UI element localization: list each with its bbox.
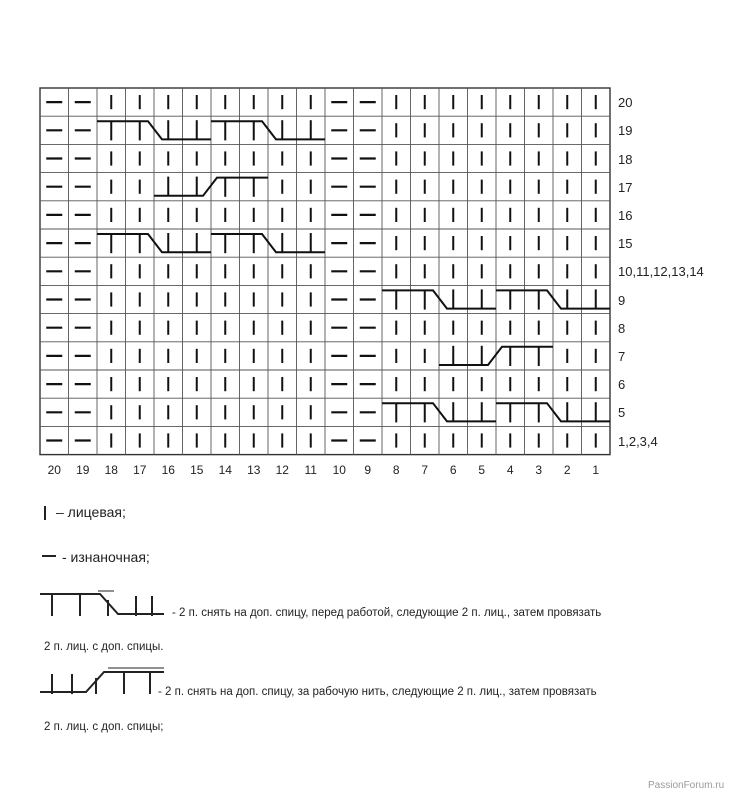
column-label: 9 — [364, 462, 372, 477]
column-label: 2 — [563, 462, 571, 477]
row-label: 15 — [618, 236, 633, 252]
row-label: 18 — [618, 151, 633, 167]
column-label: 6 — [449, 462, 457, 477]
purl-symbol — [42, 555, 56, 557]
legend-cable-front-line2: 2 п. лиц. с доп. спицы. — [44, 641, 164, 653]
legend-cable-front-line1: - 2 п. снять на доп. спицу, перед работой, следующие 2 п. лиц., затем провязать — [172, 607, 602, 619]
legend-knit-text: – лицевая; — [56, 504, 126, 520]
column-label: 20 — [47, 462, 61, 477]
row-label: 19 — [618, 123, 633, 139]
column-label: 1 — [592, 462, 600, 477]
legend-cable-back-line1: - 2 п. снять на доп. спицу, за рабочую нить, следующие 2 п. лиц., затем провязать — [158, 686, 597, 698]
column-label: 10 — [332, 462, 346, 477]
column-label: 16 — [161, 462, 175, 477]
legend-cable-back-line2: 2 п. лиц. с доп. спицы; — [44, 721, 164, 733]
column-label: 5 — [478, 462, 486, 477]
column-label: 7 — [421, 462, 429, 477]
row-label: 20 — [618, 95, 633, 111]
column-label: 12 — [275, 462, 289, 477]
column-label: 8 — [392, 462, 400, 477]
row-label: 10,11,12,13,14 — [618, 264, 704, 280]
row-label: 16 — [618, 207, 633, 223]
row-label: 5 — [618, 405, 626, 421]
column-label: 13 — [247, 462, 261, 477]
column-label: 14 — [218, 462, 232, 477]
knit-symbol — [44, 506, 46, 520]
row-label: 8 — [618, 320, 626, 336]
row-label: 6 — [618, 377, 626, 393]
column-label: 4 — [506, 462, 514, 477]
row-label: 17 — [618, 179, 633, 195]
row-label: 9 — [618, 292, 626, 308]
legend-purl-text: - изнаночная; — [62, 549, 150, 565]
column-label: 17 — [133, 462, 147, 477]
row-label: 1,2,3,4 — [618, 433, 658, 449]
column-label: 19 — [76, 462, 90, 477]
cable-back-symbol — [38, 664, 168, 698]
watermark: PassionForum.ru — [648, 780, 725, 791]
cable-front-symbol — [38, 586, 168, 620]
column-label: 15 — [190, 462, 204, 477]
column-label: 18 — [104, 462, 118, 477]
column-label: 3 — [535, 462, 543, 477]
row-label: 7 — [618, 348, 626, 364]
column-label: 11 — [304, 462, 317, 477]
